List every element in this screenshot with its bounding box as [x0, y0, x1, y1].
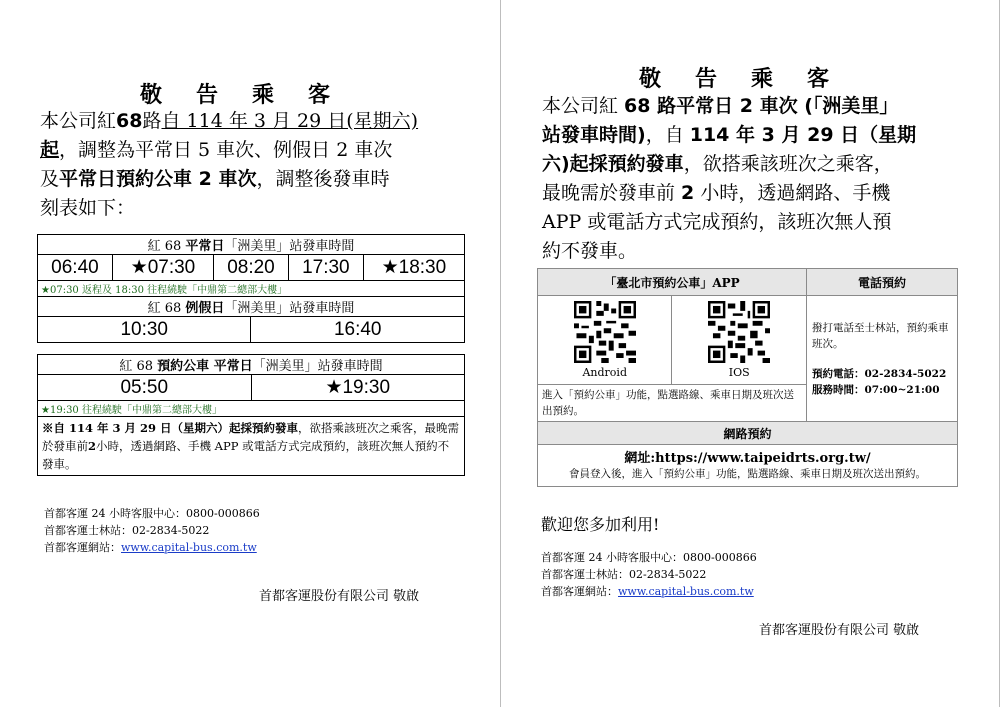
welcome-text: 歡迎您多加利用!: [541, 515, 660, 534]
right-footer-hotline: 首都客運 24 小時客服中心：0800-000866: [541, 551, 757, 564]
weekday-holiday-timetable: [37, 234, 465, 343]
left-signature: 首都客運股份有限公司 敬啟: [259, 589, 420, 604]
right-footer: [541, 549, 757, 600]
left-footer: [44, 505, 260, 556]
weekday-time-1: 06:40: [38, 255, 113, 281]
app-desc: 進入「預約公車」功能，點選路線、乘車日期及班次送出預約。: [538, 385, 807, 422]
weekday-time-3: 08:20: [214, 255, 289, 281]
app-header: 「臺北市預約公車」APP: [538, 269, 807, 296]
android-label: Android: [582, 366, 627, 379]
reserve-note: ★19:30 往程繞駛「中鼎第二總部大樓」: [38, 401, 465, 417]
web-url[interactable]: 網址:https://www.taipeidrts.org.tw/: [624, 451, 871, 466]
web-header: 網路預約: [538, 422, 958, 445]
phone-number[interactable]: 02-2834-5022: [864, 367, 947, 380]
phone-desc: 撥打電話至士林站，預約乘車班次。: [812, 321, 949, 350]
left-website-link[interactable]: www.capital-bus.com.tw: [121, 541, 257, 554]
qr-code-android-icon[interactable]: [574, 301, 636, 363]
qr-code-ios-icon[interactable]: [708, 301, 770, 363]
phone-header: 電話預約: [807, 269, 958, 296]
holiday-header: 紅 68 例假日「洲美里」站發車時間: [38, 297, 465, 317]
right-intro: 本公司紅 68 路平常日 2 車次 (「洲美里」 站發車時間)，自 114 年 3 月 29 日（星期 六)起採預約發車，欲搭乘該班次之乘客， 最晚需於發車前 2 小時，透過網路、手機 APP 或電話方式完成預約，該班次無人預 約不發車。: [542, 95, 917, 262]
reserve-notice: ※自 114 年 3 月 29 日（星期六）起採預約發車，欲搭乘該班次之乘客，最晚需於發車前2小時，透過網路、手機 APP 或電話方式完成預約，該班次無人預約不發車。: [38, 417, 465, 476]
holiday-time-2: 16:40: [251, 317, 465, 343]
right-title: 敬告乘客: [639, 66, 864, 92]
weekday-time-2: ★07:30: [112, 255, 213, 281]
web-desc: 會員登入後，進入「預約公車」功能，點選路線、乘車日期及班次送出預約。: [569, 468, 926, 480]
left-footer-website: 首都客運網站：www.capital-bus.com.tw: [44, 541, 257, 554]
right-footer-station: 首都客運士林站：02-2834-5022: [541, 568, 707, 581]
phone-cell: 撥打電話至士林站，預約乘車班次。 預約電話：02-2834-5022 服務時間：07:00~21:00: [807, 296, 958, 422]
weekday-time-5: ★18:30: [363, 255, 464, 281]
reserve-timetable: [37, 354, 465, 476]
right-signature: 首都客運股份有限公司 敬啟: [759, 623, 920, 638]
left-footer-station: 首都客運士林站：02-2834-5022: [44, 524, 210, 537]
ios-label: IOS: [728, 366, 750, 379]
left-intro: 本公司紅68路自 114 年 3 月 29 日(星期六) 起，調整為平常日 5 車次、例假日 2 車次 及平常日預約公車 2 車次，調整後發車時 刻表如下：: [40, 110, 419, 219]
reserve-header: 紅 68 預約公車 平常日「洲美里」站發車時間: [38, 355, 465, 375]
weekday-header: 紅 68 平常日「洲美里」站發車時間: [38, 235, 465, 255]
ios-qr-cell: [672, 296, 807, 385]
android-qr-cell: [538, 296, 672, 385]
left-footer-hotline: 首都客運 24 小時客服中心：0800-000866: [44, 507, 260, 520]
right-website-link[interactable]: www.capital-bus.com.tw: [618, 585, 754, 598]
page-divider: [500, 0, 501, 707]
holiday-time-1: 10:30: [38, 317, 251, 343]
left-title: 敬告乘客: [140, 82, 365, 108]
reservation-methods-table: [537, 268, 958, 487]
reserve-time-2: ★19:30: [251, 375, 465, 401]
web-cell: [538, 445, 958, 487]
weekday-time-4: 17:30: [288, 255, 363, 281]
weekday-note: ★07:30 返程及 18:30 往程繞駛「中鼎第二總部大樓」: [38, 281, 465, 297]
reserve-time-1: 05:50: [38, 375, 252, 401]
right-footer-website: 首都客運網站：www.capital-bus.com.tw: [541, 585, 754, 598]
